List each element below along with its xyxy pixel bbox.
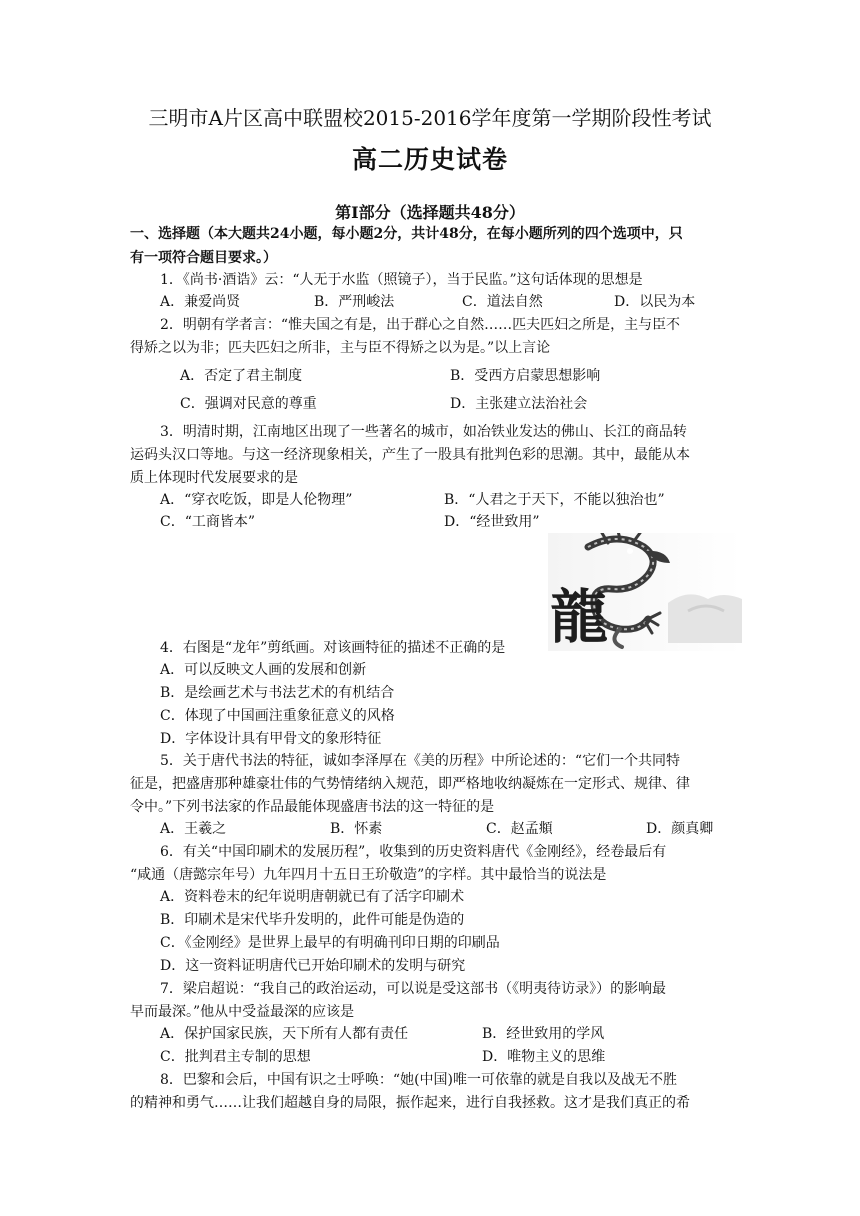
q7-option-d: D．唯物主义的思维 [482, 1049, 606, 1065]
q4-option-b: B．是绘画艺术与书法艺术的有机结合 [160, 685, 395, 701]
section-intro-line1: 一、选择题（本大题共24小题，每小题2分，共计48分，在每小题所列的四个选项中，只 [130, 226, 683, 242]
q1-option-b: B．严刑峻法 [314, 294, 395, 310]
q7-stem-line1: 7．梁启超说：“我自己的政治运动，可以说是受这部书（《明夷待访录》）的影响最 [160, 981, 667, 997]
q5-option-a: A．王羲之 [160, 821, 227, 837]
q3-option-d: D．“经世致用” [444, 514, 540, 530]
q7-option-a: A．保护国家民族，天下所有人都有责任 [160, 1026, 409, 1042]
q5-option-b: B．怀素 [330, 821, 383, 837]
q3-stem-line1: 3．明清时期，江南地区出现了一些著名的城市，如冶铁业发达的佛山、长江的商品转 [160, 424, 687, 440]
q7-option-c: C．批判君主专制的思想 [160, 1049, 311, 1065]
q6-stem-line1: 6．有关“中国印刷术的发展历程”，收集到的历史资料唐代《金刚经》，经卷最后有 [160, 844, 667, 860]
q6-option-b: B．印刷术是宋代毕升发明的，此件可能是伪造的 [160, 912, 465, 928]
exam-title: 三明市A片区高中联盟校2015-2016学年度第一学期阶段性考试 [148, 106, 712, 130]
q2-option-b: B．受西方启蒙思想影响 [450, 368, 601, 384]
q3-option-a: A．“穿衣吃饭，即是人伦物理” [160, 492, 353, 508]
q5-stem-line1: 5．关于唐代书法的特征，诚如李泽厚在《美的历程》中所论述的：“它们一个共同特 [160, 753, 681, 769]
q7-stem-line2: 早而最深。”他从中受益最深的应该是 [130, 1004, 355, 1020]
q4-option-c: C．体现了中国画注重象征意义的风格 [160, 708, 395, 724]
q5-stem-line3: 令中。”下列书法家的作品最能体现盛唐书法的这一特征的是 [130, 799, 495, 815]
q2-option-d: D．主张建立法治社会 [450, 396, 588, 412]
q5-option-d: D．颜真卿 [646, 821, 714, 837]
dragon-papercut-image [548, 533, 742, 651]
q6-option-c: C．《金刚经》是世界上最早的有明确刊印日期的印刷品 [160, 935, 500, 951]
q7-option-b: B．经世致用的学风 [482, 1026, 605, 1042]
dragon-character: 龍 [550, 583, 609, 651]
q5-stem-line2: 征是，把盛唐那种雄豪壮伟的气势情绪纳入规范，即严格地收纳凝炼在一定形式、规律、律 [130, 776, 690, 792]
q3-stem-line2: 运码头汉口等地。与这一经济现象相关，产生了一股具有批判色彩的思潮。其中，最能从本 [130, 447, 690, 463]
q4-option-d: D．字体设计具有甲骨文的象形特征 [160, 731, 382, 747]
q5-option-c: C．赵孟頫 [486, 821, 553, 837]
q4-option-a: A．可以反映文人画的发展和创新 [160, 662, 367, 678]
q1-option-c: C．道法自然 [462, 294, 543, 310]
q3-stem-line3: 质上体现时代发展要求的是 [130, 470, 298, 486]
q1-option-a: A．兼爱尚贤 [160, 294, 241, 310]
q2-option-c: C．强调对民意的尊重 [180, 396, 317, 412]
q3-option-c: C．“工商皆本” [160, 514, 256, 530]
q1-stem: 1．《尚书·酒诰》云：“人无于水监（照镜子），当于民监。”这句话体现的思想是 [160, 272, 643, 288]
q2-option-a: A．否定了君主制度 [180, 368, 303, 384]
q1-option-d: D．以民为本 [614, 294, 696, 310]
part-title: 第Ⅰ部分（选择题共48分） [335, 203, 525, 222]
section-intro-line2: 有一项符合题目要求。） [130, 250, 277, 266]
q4-stem: 4．右图是“龙年”剪纸画。对该画特征的描述不正确的是 [160, 640, 506, 656]
q8-stem-line2: 的精神和勇气……让我们超越自身的局限，振作起来，进行自我拯救。这才是我们真正的希 [130, 1095, 690, 1111]
exam-subtitle: 高二历史试卷 [351, 145, 508, 174]
q6-stem-line2: “咸通（唐懿宗年号）九年四月十五日王玠敬造”的字样。其中最恰当的说法是 [130, 867, 607, 883]
q8-stem-line1: 8．巴黎和会后，中国有识之士呼唤：“她(中国)唯一可依靠的就是自我以及战无不胜 [160, 1072, 677, 1088]
q2-stem-line1: 2．明朝有学者言：“惟夫国之有是，出于群心之自然……匹夫匹妇之所是，主与臣不 [160, 317, 681, 333]
q3-option-b: B．“人君之于天下，不能以独治也” [444, 492, 665, 508]
q6-option-a: A．资料卷末的纪年说明唐朝就已有了活字印刷术 [160, 889, 465, 905]
q6-option-d: D．这一资料证明唐代已开始印刷术的发明与研究 [160, 958, 466, 974]
q2-stem-line2: 得矫之以为非；匹夫匹妇之所非，主与臣不得矫之以为是。”以上言论 [130, 340, 551, 356]
